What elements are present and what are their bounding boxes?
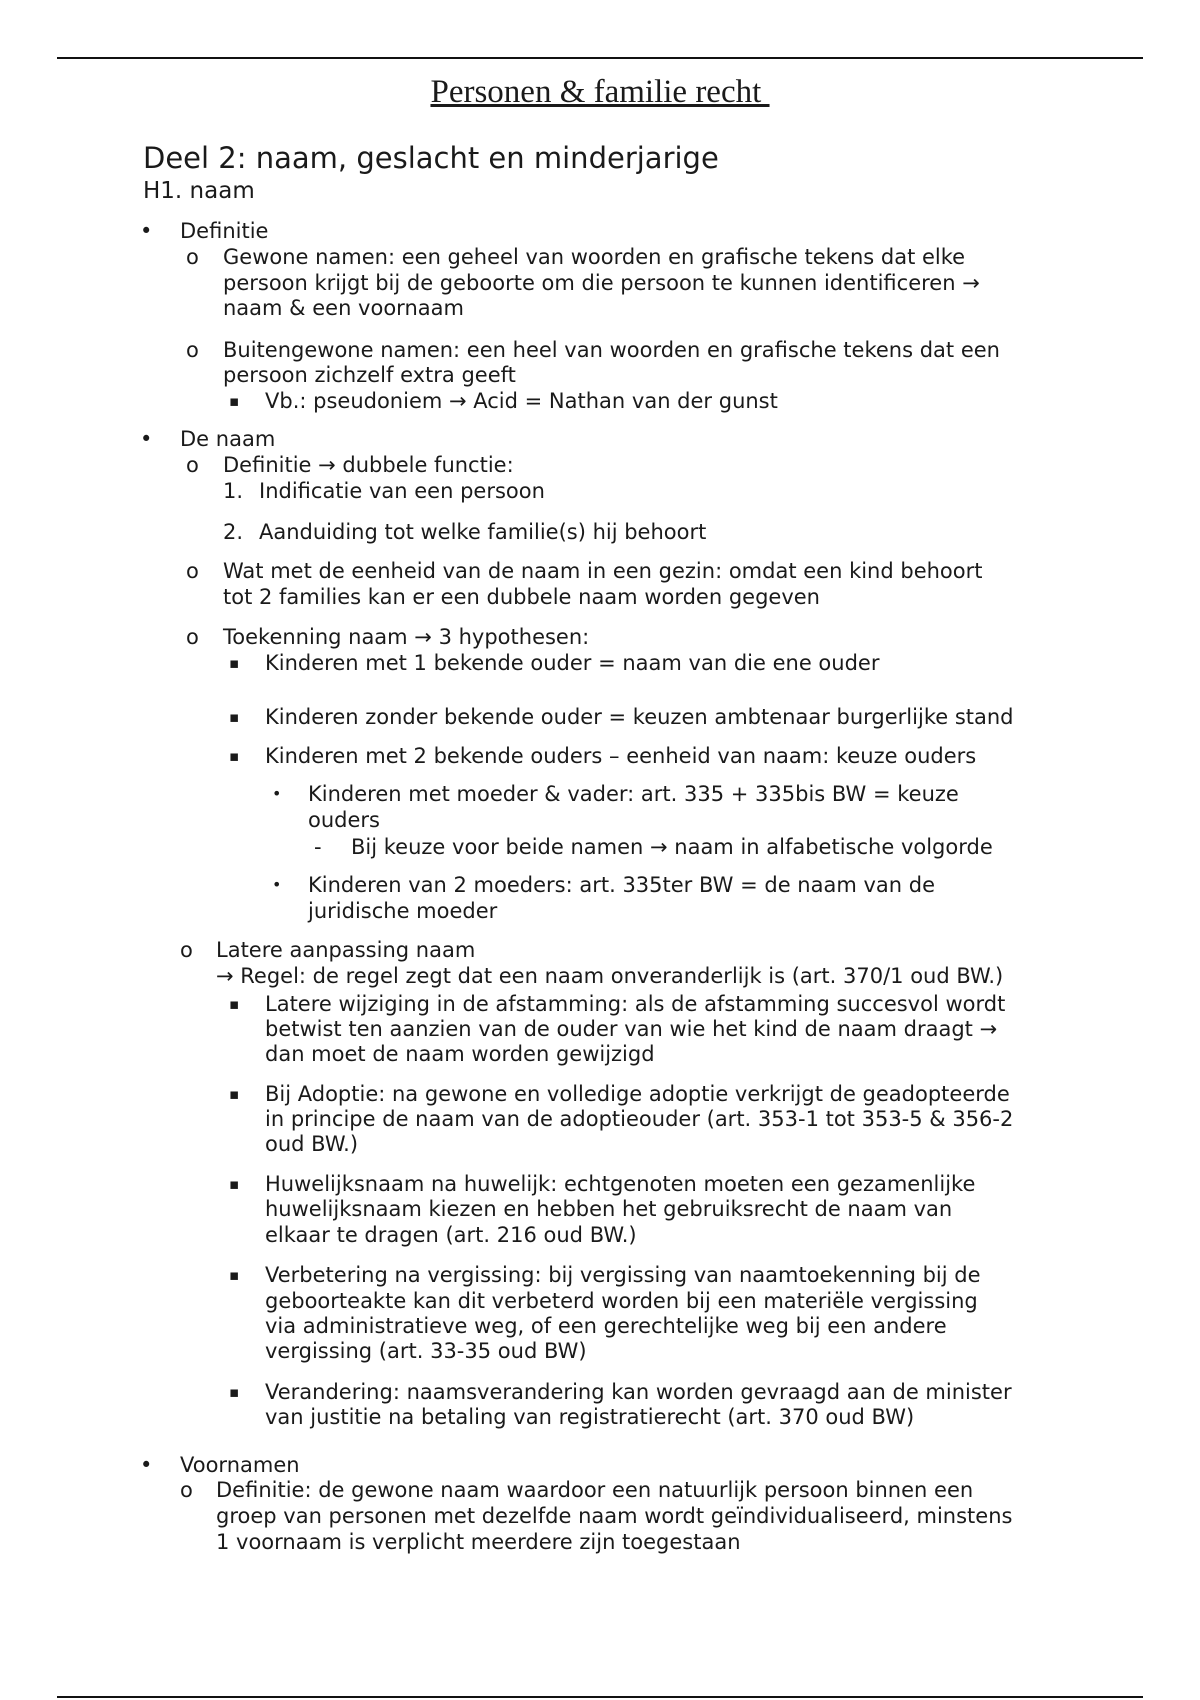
square-marker: ▪ xyxy=(229,1175,240,1193)
square-marker: ▪ xyxy=(229,1266,240,1284)
list-item-text: via administratieve weg, of een gerechtelijke weg bij een andere xyxy=(265,1314,947,1338)
list-item-text: Indificatie van een persoon xyxy=(259,479,545,503)
list-item-text: Verbetering na vergissing: bij vergissing van naamtoekenning bij de xyxy=(265,1263,981,1287)
list-item-text: Gewone namen: een geheel van woorden en grafische tekens dat elke xyxy=(223,245,966,269)
list-item-text: Kinderen met moeder & vader: art. 335 + 335bis BW = keuze xyxy=(308,782,959,806)
list-item-text: geboorteakte kan dit verbeterd worden bij een materiële vergissing xyxy=(265,1289,978,1313)
circle-marker: o xyxy=(186,245,199,269)
square-marker: ▪ xyxy=(229,708,240,726)
list-item-text: 1 voornaam is verplicht meerdere zijn toegestaan xyxy=(216,1530,741,1554)
square-marker: ▪ xyxy=(229,995,240,1013)
list-item-text: betwist ten aanzien van de ouder van wie het kind de naam draagt → xyxy=(265,1017,998,1041)
list-item-text: persoon krijgt bij de geboorte om die persoon te kunnen identificeren → xyxy=(223,271,980,295)
list-item-text: Huwelijksnaam na huwelijk: echtgenoten moeten een gezamenlijke xyxy=(265,1172,976,1196)
circle-marker: o xyxy=(186,453,199,477)
list-item-voornamen: Voornamen xyxy=(180,1453,300,1477)
square-marker: ▪ xyxy=(229,654,240,672)
circle-marker: o xyxy=(180,1478,193,1502)
list-item-text: Toekenning naam → 3 hypothesen: xyxy=(223,625,590,649)
list-item-text: Wat met de eenheid van de naam in een gezin: omdat een kind behoort xyxy=(223,559,983,583)
square-marker: ▪ xyxy=(229,392,240,410)
chapter-heading: H1. naam xyxy=(143,178,255,204)
list-item-text: Kinderen zonder bekende ouder = keuzen ambtenaar burgerlijke stand xyxy=(265,705,1014,729)
circle-marker: o xyxy=(186,625,199,649)
list-item-text: van justitie na betaling van registratierecht (art. 370 oud BW) xyxy=(265,1405,915,1429)
list-item-text: naam & een voornaam xyxy=(223,296,464,320)
list-item-text: dan moet de naam worden gewijzigd xyxy=(265,1042,655,1066)
list-item-text: Bij Adoptie: na gewone en volledige adoptie verkrijgt de geadopteerde xyxy=(265,1082,1010,1106)
list-item-text: persoon zichzelf extra geeft xyxy=(223,363,516,387)
dash-marker: - xyxy=(314,835,322,859)
section-heading: Deel 2: naam, geslacht en minderjarige xyxy=(143,141,719,175)
list-item-text: huwelijksnaam kiezen en hebben het gebruiksrecht de naam van xyxy=(265,1197,953,1221)
list-item-text: Aanduiding tot welke familie(s) hij behoort xyxy=(259,520,707,544)
list-item-text: vergissing (art. 33-35 oud BW) xyxy=(265,1339,587,1363)
list-item-text: Latere aanpassing naam xyxy=(216,938,476,962)
bullet-marker: • xyxy=(140,219,153,243)
bullet-marker: • xyxy=(272,875,282,894)
number-marker: 2. xyxy=(223,520,244,544)
list-item-text: Kinderen met 2 bekende ouders – eenheid van naam: keuze ouders xyxy=(265,744,977,768)
list-item-definitie: Definitie xyxy=(180,219,269,243)
list-item-text: in principe de naam van de adoptieouder (art. 353-1 tot 353-5 & 356-2 xyxy=(265,1107,1014,1131)
list-item-text: juridische moeder xyxy=(308,899,498,923)
bullet-marker: • xyxy=(272,784,282,803)
list-item-text: oud BW.) xyxy=(265,1132,359,1156)
list-item-text: groep van personen met dezelfde naam wordt geïndividualiseerd, minstens xyxy=(216,1504,1013,1528)
list-item-text: → Regel: de regel zegt dat een naam onveranderlijk is (art. 370/1 oud BW.) xyxy=(216,964,1004,988)
number-marker: 1. xyxy=(223,479,244,503)
square-marker: ▪ xyxy=(229,1383,240,1401)
bullet-marker: • xyxy=(140,427,153,451)
list-item-text: Bij keuze voor beide namen → naam in alfabetische volgorde xyxy=(351,835,993,859)
circle-marker: o xyxy=(186,559,199,583)
circle-marker: o xyxy=(186,338,199,362)
bottom-rule xyxy=(57,1696,1143,1698)
list-item-text: tot 2 families kan er een dubbele naam worden gegeven xyxy=(223,585,820,609)
list-item-text: Verandering: naamsverandering kan worden gevraagd aan de minister xyxy=(265,1380,1012,1404)
list-item-text: elkaar te dragen (art. 216 oud BW.) xyxy=(265,1223,637,1247)
bullet-marker: • xyxy=(140,1453,153,1477)
top-rule xyxy=(57,57,1143,59)
list-item-text: Definitie: de gewone naam waardoor een natuurlijk persoon binnen een xyxy=(216,1478,974,1502)
list-item-text: Kinderen van 2 moeders: art. 335ter BW = de naam van de xyxy=(308,873,935,897)
list-item-text: Vb.: pseudoniem → Acid = Nathan van der gunst xyxy=(265,389,778,413)
circle-marker: o xyxy=(180,938,193,962)
list-item-text: Kinderen met 1 bekende ouder = naam van die ene ouder xyxy=(265,651,880,675)
square-marker: ▪ xyxy=(229,747,240,765)
list-item-text: Buitengewone namen: een heel van woorden en grafische tekens dat een xyxy=(223,338,1000,362)
list-item-text: Latere wijziging in de afstamming: als de afstamming succesvol wordt xyxy=(265,992,1006,1016)
list-item-text: Definitie → dubbele functie: xyxy=(223,453,514,477)
list-item-text: ouders xyxy=(308,808,380,832)
document-title: Personen & familie recht xyxy=(430,74,770,110)
list-item-de-naam: De naam xyxy=(180,427,276,451)
square-marker: ▪ xyxy=(229,1085,240,1103)
